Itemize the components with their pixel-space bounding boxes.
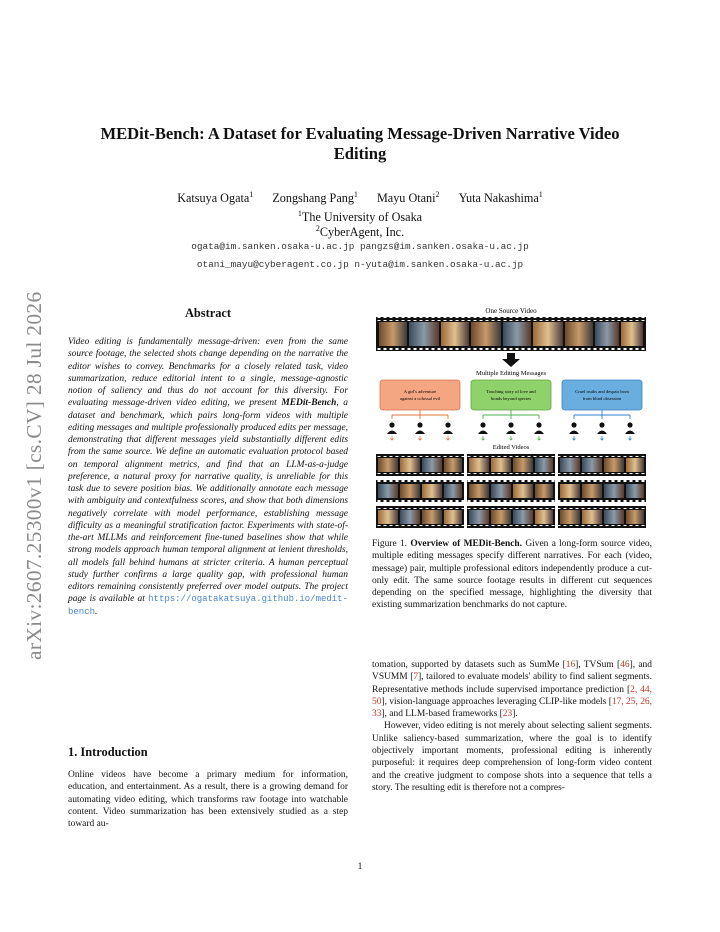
editor-person-icon (387, 422, 635, 434)
affiliation: $^2$CyberAgent, Inc. (315, 224, 405, 240)
title-line-1: MEDit-Bench: A Dataset for Evaluating Message-Driven Narrative Video (100, 124, 620, 143)
right-column-text (372, 659, 652, 794)
svg-text:from blind obsession: from blind obsession (582, 396, 622, 401)
down-arrow-icon (502, 353, 520, 367)
message-box (380, 380, 460, 410)
affiliation: $^1$The University of Osaka (297, 209, 423, 225)
overview-diagram (370, 303, 652, 531)
citation-link[interactable]: 17, 25, 26, 33 (372, 696, 652, 720)
svg-text:bonds beyond species: bonds beyond species (490, 396, 532, 401)
figure-1 (370, 303, 652, 531)
citation-link[interactable]: 16 (565, 660, 576, 670)
intro-text: Online videos have become a primary medium for information, education, and entertainment. As a result, there is a growing demand for automating video editing, which transforms raw footage into watchable content. Video summarization has been extensively studied as a step toward au- (68, 770, 348, 830)
citation-link[interactable]: 7 (413, 672, 419, 683)
arxiv-stamp: arXiv:2607.25300v1 [cs.CV] 28 Jul 2026 (22, 291, 46, 660)
message-box (471, 380, 551, 410)
messages-label: Multiple Editing Messages (475, 370, 547, 377)
figure-caption: Figure 1. Overview of MEDit-Bench. Given a long-form source video, multiple editing messages specify different narratives. For each (video, message) pair, multiple professional editors independently produce a cut-only edit. The same source footage results in different cut sequences depending on the specified message, highlighting the diversity that existing summarization benchmarks do not capture. (372, 539, 653, 611)
svg-text:A girl's adventure: A girl's adventure (403, 389, 437, 394)
page-number: 1 (357, 862, 363, 872)
author: Katsuya Ogata$^1$ (177, 189, 254, 205)
source-video-label: One Source Video (485, 307, 537, 315)
paragraph: However, video editing is not merely about selecting salient segments. Unlike saliency-based summarization, where the goal is to identify objectively important moments, professional editing is inherently purposeful: it requires deep comprehension of long-form video content and the creative judgment to compose shots into a sequence that tells a story. The resulting edit is therefore not a compres- (372, 721, 652, 793)
edited-videos-label: Edited Videos (492, 444, 530, 451)
email-line: otani_mayu@cyberagent.co.jp n-yuta@im.sanken.osaka-u.ac.jp (196, 259, 524, 270)
paragraph: tomation, supported by datasets such as SumMe [16], TVSum [46], and VSUMM [7], tailored to evaluate models' ability to find salient segments. Representative methods include supervised importance prediction [2, 44, 50], vision-language approaches leveraging CLIP-like models [17, 25, 26, 33], and LLM-based frameworks [23]. (372, 660, 652, 720)
author: Mayu Otani$^2$ (376, 189, 440, 205)
paper-title (70, 124, 650, 164)
citation-link[interactable]: 23 (502, 709, 513, 720)
abstract-heading: Abstract (184, 306, 232, 320)
citation-link[interactable]: 2, 44, 50 (372, 684, 652, 707)
citation-link[interactable]: 46 (620, 660, 630, 670)
abstract-text: Video editing is fundamentally message-driven: even from the same source footage, the selected shots change depending on the narrative the editor wishes to convey. Benchmarks for a closely related task, video summarization, reduce editorial intent to a single, message-agnostic notion of saliency and thus do not account for this diversity. For evaluating message-driven video editing, we present MEDit-Bench, a dataset and benchmark, which pairs long-form videos with multiple editing messages and multiple professionally produced edits per message, demonstrating that different messages yield substantially different edits from the same source. We define an automatic evaluation protocol based on temporal alignment metrics, and find that an LLM-as-a-judge preference, a natural proxy for narrative quality, is unreliable for this task due to severe position bias. We additionally annotate each message with ambiguity and contextfulness scores, and show that both dimensions negatively correlate with model performance, establishing message difficulty as a meaningful stratification factor. Experiments with state-of-the-art MLLMs and reinforcement fine-tuned baselines show that while strong models approach human temporal alignment at lenient thresholds, all models fall behind humans at stricter criteria. A human perceptual study further confirms a large quality gap, with professional human editors remaining consistently preferred over model outputs. The project page is available at https://ogatakatsuya.github.io/medit-bench. (68, 337, 349, 617)
email-line: ogata@im.sanken.osaka-u.ac.jp pangzs@im.sanken.osaka-u.ac.jp (191, 241, 529, 252)
source-film-strip (376, 317, 646, 351)
svg-text:against a colossal evil: against a colossal evil (399, 396, 441, 401)
message-box (562, 380, 642, 410)
small-arrow-icons (391, 436, 632, 440)
intro-heading: 1. Introduction (68, 745, 148, 759)
edited-video-strips (376, 454, 646, 528)
author: Yuta Nakashima$^1$ (458, 189, 543, 205)
author-list (70, 190, 650, 206)
author: Zongshang Pang$^1$ (272, 189, 358, 205)
connectors (392, 410, 630, 419)
svg-text:Cruel truths and despair born: Cruel truths and despair born (575, 389, 629, 394)
title-line-2: Editing (333, 144, 387, 163)
project-url-link[interactable]: https://ogatakatsuya.github.io/medit-bench (68, 594, 348, 617)
svg-text:Touching story of love and: Touching story of love and (486, 389, 536, 394)
